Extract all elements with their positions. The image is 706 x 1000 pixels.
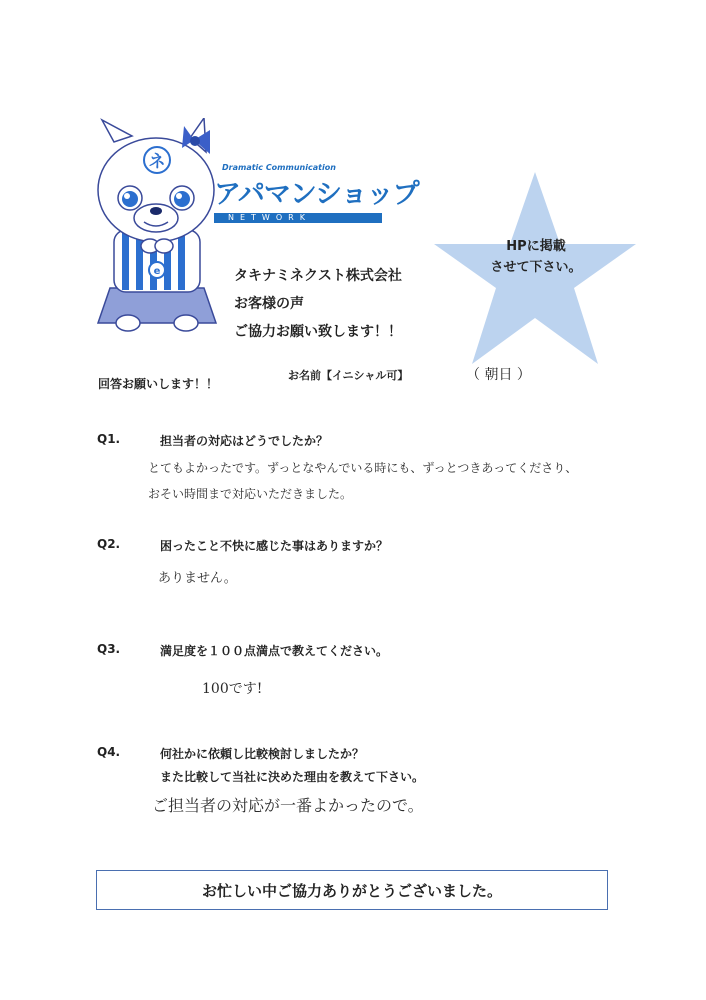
star-note-line1: HPに掲載	[506, 239, 566, 254]
request-label: 回答お願いします！！	[98, 377, 219, 391]
question-text-1: 担当者の対応はどうでしたか？	[160, 434, 329, 448]
customer-voice-title: お客様の声	[234, 296, 304, 312]
answer-4: ご担当者の対応が一番よかったので。	[152, 796, 424, 815]
mascot-illustration	[92, 118, 222, 333]
logo-wordmark: アパマンショップ	[214, 179, 419, 210]
company-name: タキナミネクスト株式会社	[234, 268, 402, 284]
question-number-4: Q4.	[97, 745, 121, 759]
cooperation-request: ご協力お願い致します！！	[234, 324, 402, 340]
name-label: お名前【イニシャル可】	[288, 369, 409, 382]
answer-3: 100です!	[202, 681, 263, 697]
answer-1-line-1: とてもよかったです。ずっとなやんでいる時にも、ずっとつきあってくださり、	[148, 461, 578, 475]
question-text-4b: また比較して当社に決めた理由を教えて下さい。	[160, 770, 425, 784]
star-note-line2: させて下さい。	[490, 260, 582, 275]
thanks-box: お忙しい中ご協力ありがとうございました。	[96, 870, 608, 910]
answer-2: ありません。	[158, 571, 237, 586]
company-block	[234, 262, 402, 346]
answer-1-line-2: おそい時間まで対応いただきました。	[148, 487, 353, 501]
star-note	[462, 236, 610, 278]
question-text-2: 困ったこと不快に感じた事はありますか？	[160, 539, 389, 553]
svg-text:ネ: ネ	[148, 152, 166, 172]
question-text-4: 何社かに依頼し比較検討しましたか？	[160, 747, 365, 761]
answer-1	[148, 455, 577, 507]
question-number-1: Q1.	[97, 432, 121, 446]
question-number-3: Q3.	[97, 642, 121, 656]
name-value: （ 朝日 ）	[466, 367, 531, 383]
question-number-2: Q2.	[97, 537, 121, 551]
question-text-3: 満足度を１００点満点で教えてください。	[160, 644, 389, 658]
svg-text:e: e	[153, 266, 161, 277]
logo-tagline: Dramatic Communication	[222, 163, 336, 172]
logo-network: NETWORK	[228, 213, 311, 222]
